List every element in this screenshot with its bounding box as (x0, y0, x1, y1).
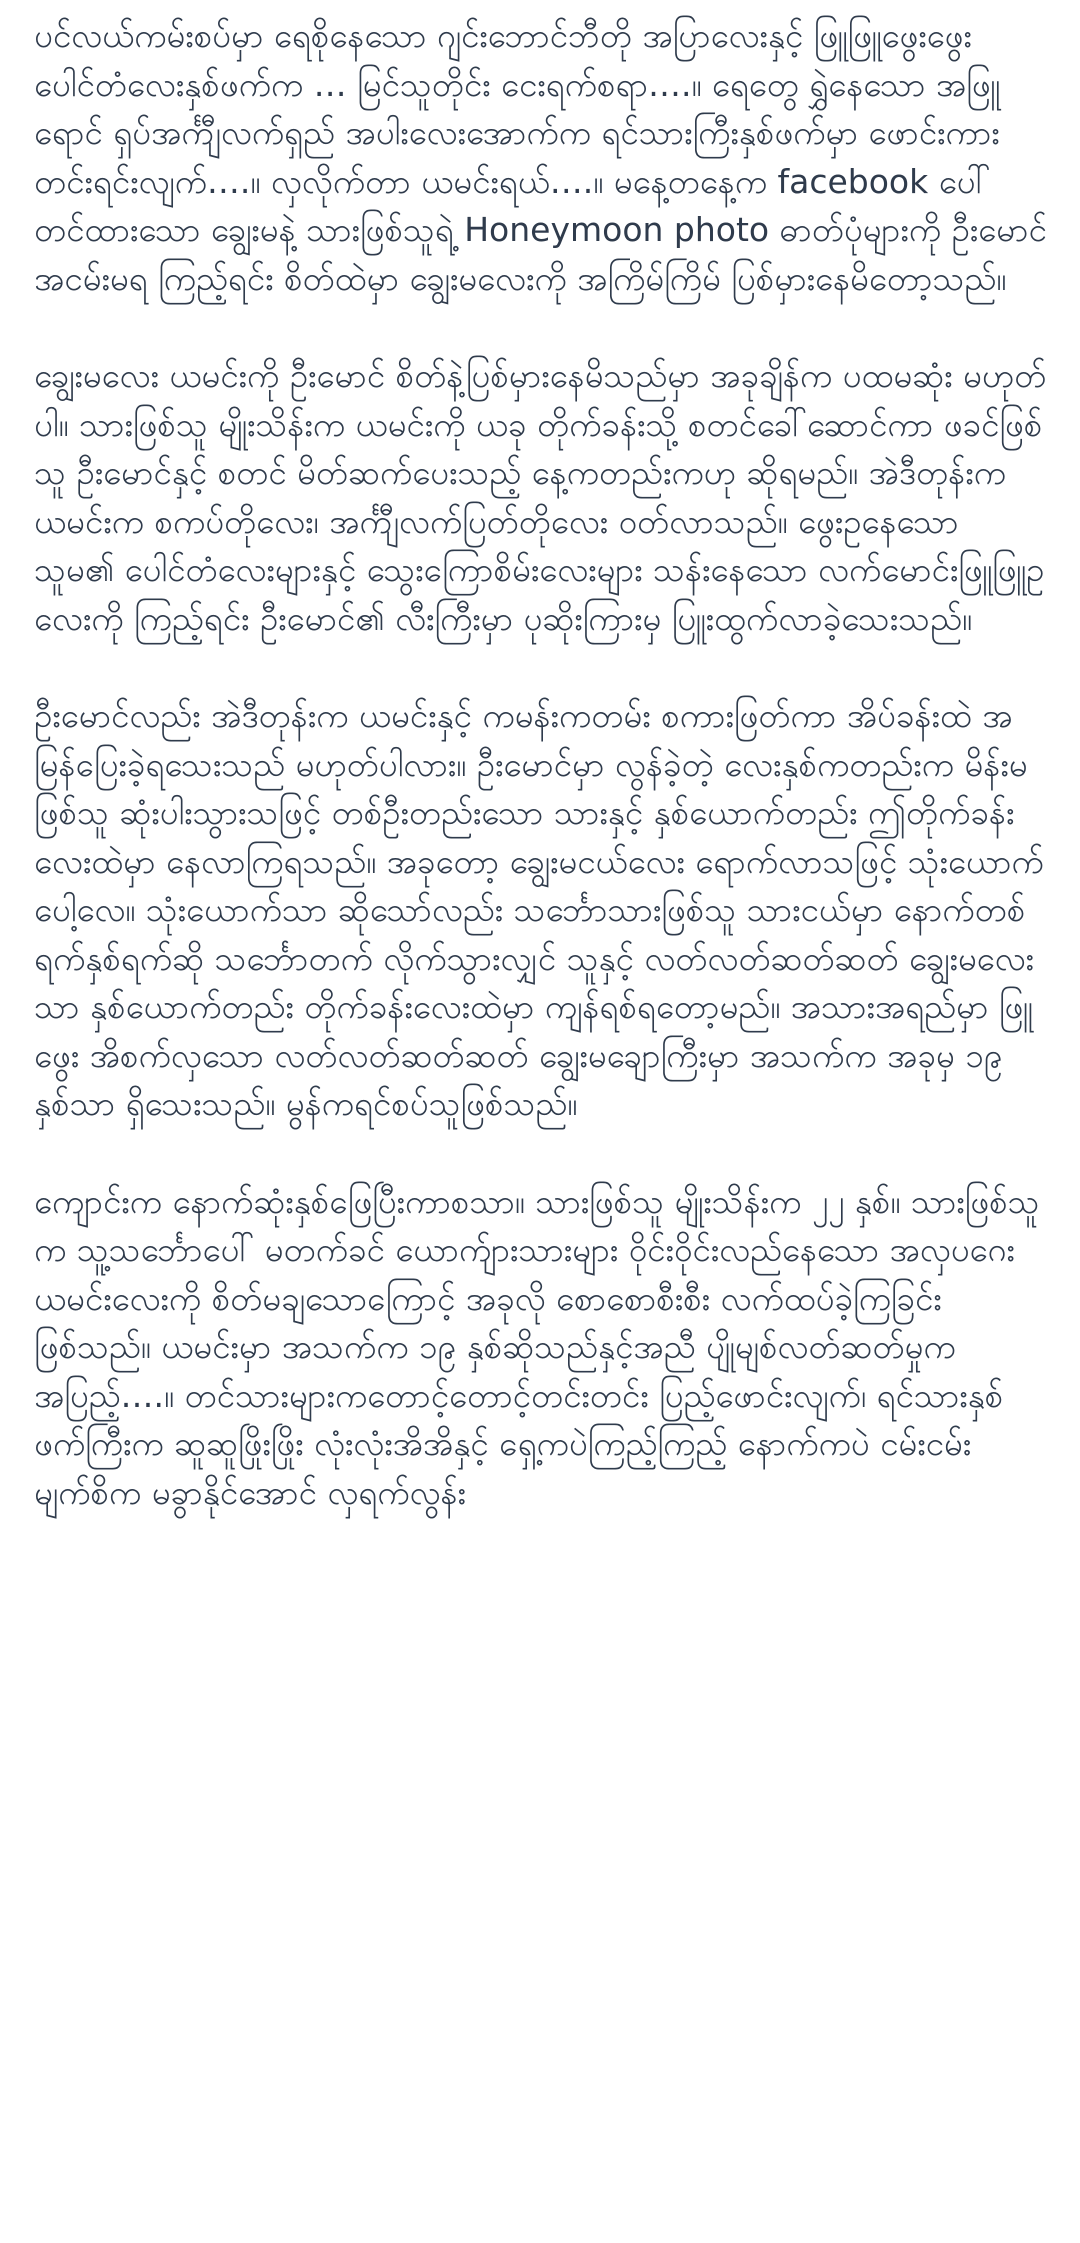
article-body (34, 12, 1048, 1517)
article-paragraph-1: ပင်လယ်ကမ်းစပ်မှာ ရေစိုနေသော ဂျင်းဘောင်ဘီတို အပြာလေးနှင့် ဖြူဖြူဖွေးဖွေး ပေါင်တံလေးနှစ်ဖက်က … မြင်သူတိုင်း ငေးရက်စရာ….။ ရေတွေ ရွှဲနေသော အဖြူရောင် ရှပ်အင်္ကျီလက်ရှည် အပါးလေးအောက်က ရင်သားကြီးနှစ်ဖက်မှာ ဖောင်းကား တင်းရင်းလျက်….။ လှလိုက်တာ ယမင်းရယ်….။ မနေ့တနေ့က facebook ပေါ် တင်ထားသော ချွေးမနဲ့ သားဖြစ်သူရဲ့ Honeymoon photo ဓာတ်ပုံများကို ဦးမောင် အငမ်းမရ ကြည့်ရင်း စိတ်ထဲမှာ ချွေးမလေးကို အကြိမ်ကြိမ် ပြစ်မှားနေမိတော့သည်။ (34, 16, 1047, 298)
article-paragraph-2: ချွေးမလေး ယမင်းကို ဦးမောင် စိတ်နဲ့ပြစ်မှားနေမိသည်မှာ အခုချိန်က ပထမဆုံး မဟုတ်ပါ။ သားဖြစ်သူ မျိုးသိန်းက ယမင်းကို ယခု တိုက်ခန်းသို့ စတင်ခေါ်ဆောင်ကာ ဖခင်ဖြစ်သူ ဦးမောင်နှင့် စတင် မိတ်ဆက်ပေးသည့် နေ့ကတည်းကဟု ဆိုရမည်။ အဲဒီတုန်းက ယမင်းက စကပ်တိုလေး၊ အင်္ကျီလက်ပြတ်တိုလေး ဝတ်လာသည်။ ဖွေးဥနေသော သူမ၏ ပေါင်တံလေးများနှင့် သွေးကြောစိမ်းလေးများ သန်းနေသော လက်မောင်းဖြူဖြူဥလေးကို ကြည့်ရင်း ဦးမောင်၏ လီးကြီးမှာ ပုဆိုးကြားမှ ပြူးထွက်လာခဲ့သေးသည်။ (34, 356, 1047, 638)
article-paragraph-3: ဦးမောင်လည်း အဲဒီတုန်းက ယမင်းနှင့် ကမန်းကတမ်း စကားဖြတ်ကာ အိပ်ခန်းထဲ အမြန်ပြေးခဲ့ရသေးသည် မဟုတ်ပါလား။ ဦးမောင်မှာ လွန်ခဲ့တဲ့ လေးနှစ်ကတည်းက မိန်းမဖြစ်သူ ဆုံးပါးသွားသဖြင့် တစ်ဦးတည်းသော သားနှင့် နှစ်ယောက်တည်း ဤတိုက်ခန်းလေးထဲမှာ နေလာကြရသည်။ အခုတော့ ချွေးမငယ်လေး ရောက်လာသဖြင့် သုံးယောက်ပေါ့လေ။ သုံးယောက်သာ ဆိုသော်လည်း သင်္ဘောသားဖြစ်သူ သားငယ်မှာ နောက်တစ်ရက်နှစ်ရက်ဆို သင်္ဘောတက် လိုက်သွားလျှင် သူနှင့် လတ်လတ်ဆတ်ဆတ် ချွေးမလေးသာ နှစ်ယောက်တည်း တိုက်ခန်းလေးထဲမှာ ကျန်ရစ်ရတော့မည်။ အသားအရည်မှာ ဖြူဖွေး အိစက်လှသော လတ်လတ်ဆတ်ဆတ် ချွေးမချောကြီးမှာ အသက်က အခုမှ ၁၉ နှစ်သာ ရှိသေးသည်။ မွန်ကရင်စပ်သူဖြစ်သည်။ (34, 696, 1044, 1123)
article-paragraph-4: ကျောင်းက နောက်ဆုံးနှစ်ဖြေပြီးကာစသာ။ သားဖြစ်သူ မျိုးသိန်းက ၂၂ နှစ်။ သားဖြစ်သူက သူ့သင်္ဘောပေါ် မတက်ခင် ယောက်ျားသားများ ဝိုင်းဝိုင်းလည်နေသော အလှပဂေး ယမင်းလေးကို စိတ်မချသောကြောင့် အခုလို စောစောစီးစီး လက်ထပ်ခဲ့ကြခြင်းဖြစ်သည်။ ယမင်းမှာ အသက်က ၁၉ နှစ်ဆိုသည်နှင့်အညီ ပျိုမျစ်လတ်ဆတ်မှုက အပြည့်….။ တင်သားများကတောင့်တောင့်တင်းတင်း ပြည့်ဖောင်းလျက်၊ ရင်သားနှစ်ဖက်ကြီးက ဆူဆူဖြိုးဖြိုး လုံးလုံးအိအိနှင့် ရှေ့ကပဲကြည့်ကြည့် နောက်ကပဲ ငမ်းငမ်း မျက်စိက မခွာနိုင်အောင် လှရက်လွန်း (34, 1181, 1040, 1512)
